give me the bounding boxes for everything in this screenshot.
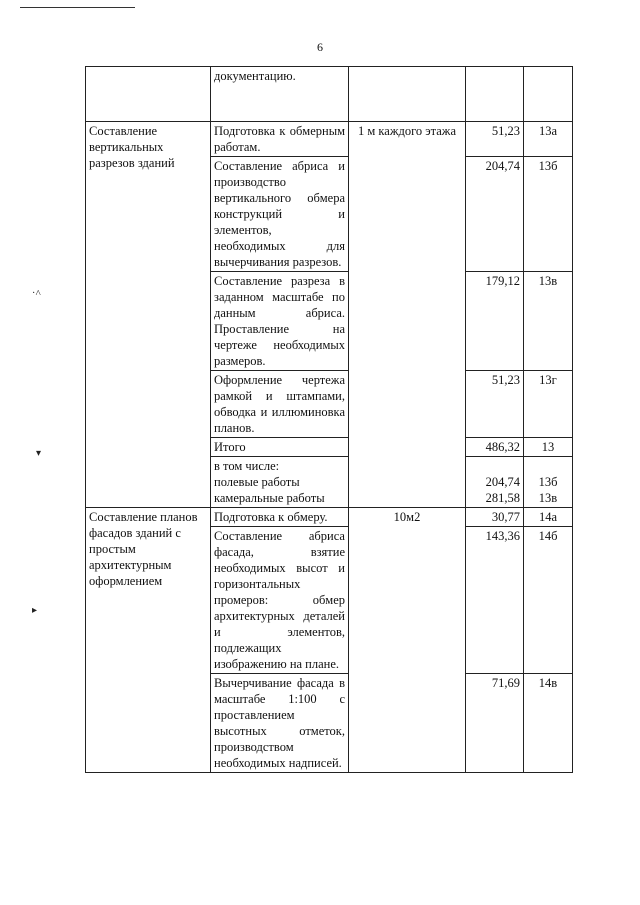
section-title: Составление планов фасадов зданий с простым архитектурным оформлением (86, 508, 211, 773)
total-label: Итого (211, 438, 349, 457)
value-cell: 51,23 (466, 371, 524, 438)
value-cell: 30,77 (466, 508, 524, 527)
top-rule (20, 7, 135, 8)
breakdown-value: 281,58 (485, 491, 520, 505)
code-cell: 14в (524, 674, 573, 773)
margin-mark: ▾ (36, 448, 42, 459)
rates-table (85, 66, 573, 773)
total-code: 13 (524, 438, 573, 457)
work-description: Оформление чертежа рамкой и штампами, обводка и иллюминовка планов. (211, 371, 349, 438)
code-cell: 13б (524, 157, 573, 272)
breakdown-codes (524, 457, 573, 508)
breakdown-cell (211, 457, 349, 508)
code-cell: 14б (524, 527, 573, 674)
work-description: Подготовка к обмерным работам. (211, 122, 349, 157)
work-description: документацию. (211, 67, 349, 122)
code-cell: 13а (524, 122, 573, 157)
breakdown-code: 13б (538, 475, 558, 489)
code-cell: 13г (524, 371, 573, 438)
breakdown-heading: в том числе: (214, 459, 280, 473)
section-title: Составление вертикальных разрезов зданий (86, 122, 211, 508)
work-description: Составление абриса и производство вертикального обмера конструкций и элементов, необходимых для вычерчивания разрезов. (211, 157, 349, 272)
section-cell (86, 67, 211, 122)
margin-mark: ·˄ (32, 288, 41, 299)
work-description: Вычерчивание фасада в масштабе 1:100 с проставлением высотных отметок, производством необходимых надписей. (211, 674, 349, 773)
breakdown-label: камеральные работы (214, 491, 325, 505)
page-number: 6 (317, 40, 323, 54)
table-row (86, 508, 573, 527)
table-row (86, 122, 573, 157)
unit-cell: 1 м каждого этажа (349, 122, 466, 508)
unit-cell (349, 67, 466, 122)
work-description: Подготовка к обмеру. (211, 508, 349, 527)
breakdown-code: 13в (538, 491, 558, 505)
breakdown-value: 204,74 (485, 475, 520, 489)
breakdown-values (466, 457, 524, 508)
code-cell: 14а (524, 508, 573, 527)
value-cell: 204,74 (466, 157, 524, 272)
breakdown-label: полевые работы (214, 475, 300, 489)
margin-mark: ▸ (32, 605, 38, 616)
value-cell: 71,69 (466, 674, 524, 773)
code-cell: 13в (524, 272, 573, 371)
code-cell (524, 67, 573, 122)
work-description: Составление разреза в заданном масштабе по данным абриса. Проставление на чертеже необходимых размеров. (211, 272, 349, 371)
value-cell (466, 67, 524, 122)
value-cell: 51,23 (466, 122, 524, 157)
unit-cell: 10м2 (349, 508, 466, 773)
work-description: Составление абриса фасада, взятие необходимых высот и горизонтальных промеров: обмер архитектурных деталей и элементов, подлежащих изображению на плане. (211, 527, 349, 674)
table-row (86, 67, 573, 122)
value-cell: 143,36 (466, 527, 524, 674)
value-cell: 179,12 (466, 272, 524, 371)
total-value: 486,32 (466, 438, 524, 457)
